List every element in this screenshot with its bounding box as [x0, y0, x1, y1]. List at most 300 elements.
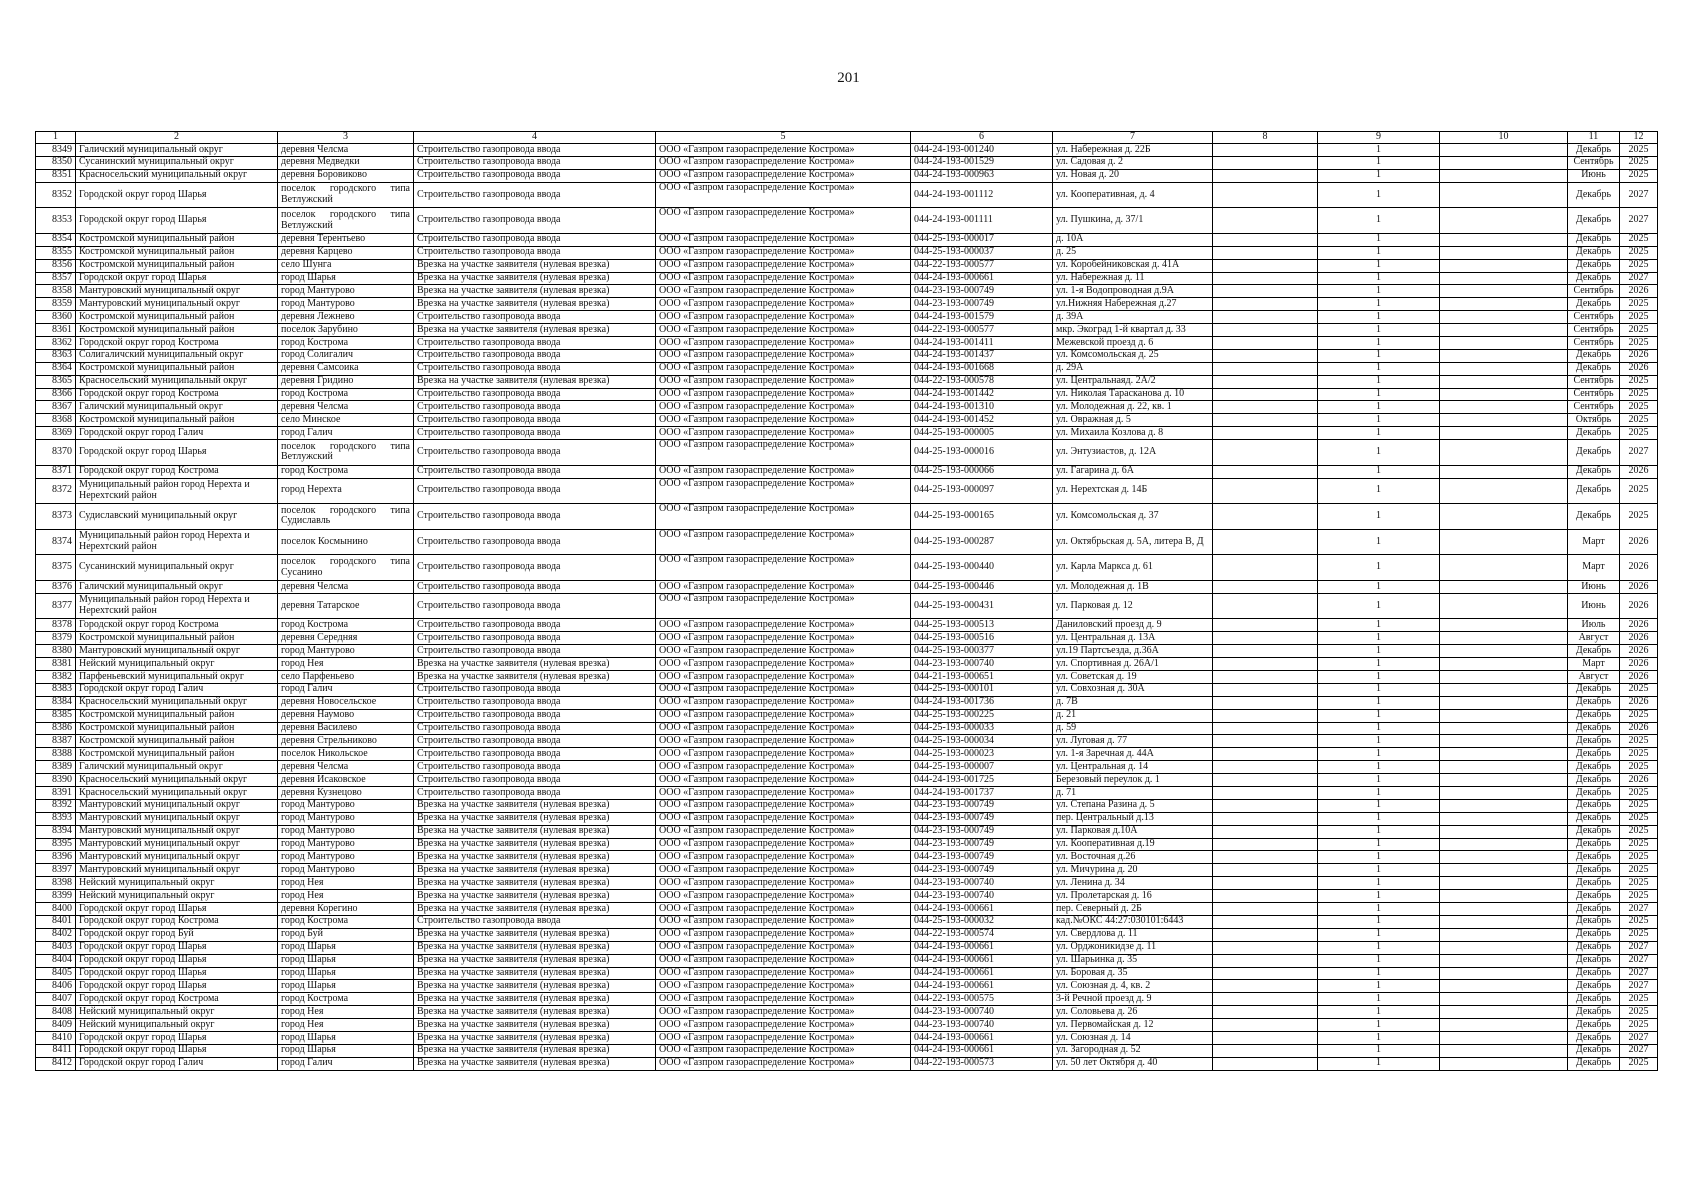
month-cell: Декабрь — [1568, 864, 1620, 877]
column-8-cell — [1213, 246, 1318, 259]
district-cell: Костромской муниципальный район — [76, 246, 278, 259]
organization-cell: ООО «Газпром газораспределение Кострома» — [656, 799, 911, 812]
column-8-cell — [1213, 632, 1318, 645]
address-cell: ул. Спортивная д. 26А/1 — [1053, 658, 1213, 671]
month-cell: Август — [1568, 671, 1620, 684]
organization-cell: ООО «Газпром газораспределение Кострома» — [656, 362, 911, 375]
column-10-cell — [1440, 555, 1568, 581]
table-row — [36, 272, 1658, 285]
column-8-cell — [1213, 555, 1318, 581]
work-type-cell: Врезка на участке заявителя (нулевая врезка) — [414, 851, 656, 864]
column-8-cell — [1213, 709, 1318, 722]
column-8-cell — [1213, 812, 1318, 825]
column-header: 10 — [1440, 132, 1568, 144]
year-cell: 2025 — [1620, 388, 1658, 401]
quantity-cell: 1 — [1318, 440, 1440, 466]
address-cell: ул. 50 лет Октября д. 40 — [1053, 1057, 1213, 1070]
table-row — [36, 182, 1658, 208]
month-cell: Июнь — [1568, 580, 1620, 593]
quantity-cell: 1 — [1318, 761, 1440, 774]
work-type-cell: Строительство газопровода ввода — [414, 465, 656, 478]
district-cell: Красносельский муниципальный округ — [76, 787, 278, 800]
work-type-cell: Строительство газопровода ввода — [414, 761, 656, 774]
column-8-cell — [1213, 877, 1318, 890]
row-number: 8391 — [36, 787, 76, 800]
settlement-cell: город Мантурово — [278, 285, 414, 298]
column-8-cell — [1213, 967, 1318, 980]
settlement-cell: город Нея — [278, 658, 414, 671]
table-row — [36, 478, 1658, 504]
column-10-cell — [1440, 645, 1568, 658]
settlement-cell: город Кострома — [278, 915, 414, 928]
year-cell: 2026 — [1620, 465, 1658, 478]
work-type-cell: Строительство газопровода ввода — [414, 580, 656, 593]
quantity-cell: 1 — [1318, 1031, 1440, 1044]
district-cell: Городской округ город Кострома — [76, 993, 278, 1006]
organization-cell: ООО «Газпром газораспределение Кострома» — [656, 580, 911, 593]
month-cell: Декабрь — [1568, 182, 1620, 208]
organization-cell: ООО «Газпром газораспределение Кострома» — [656, 259, 911, 272]
column-10-cell — [1440, 696, 1568, 709]
table-row — [36, 593, 1658, 619]
column-8-cell — [1213, 169, 1318, 182]
work-type-cell: Врезка на участке заявителя (нулевая врезка) — [414, 298, 656, 311]
organization-cell: ООО «Газпром газораспределение Кострома» — [656, 967, 911, 980]
column-10-cell — [1440, 388, 1568, 401]
address-cell: Даниловский проезд д. 9 — [1053, 619, 1213, 632]
quantity-cell: 1 — [1318, 246, 1440, 259]
table-row — [36, 427, 1658, 440]
year-cell: 2025 — [1620, 799, 1658, 812]
table-row — [36, 619, 1658, 632]
district-cell: Мантуровский муниципальный округ — [76, 285, 278, 298]
code-cell: 044-24-193-001442 — [911, 388, 1053, 401]
year-cell: 2026 — [1620, 555, 1658, 581]
organization-cell: ООО «Газпром газораспределение Кострома» — [656, 144, 911, 157]
month-cell: Декабрь — [1568, 465, 1620, 478]
row-number: 8358 — [36, 285, 76, 298]
address-cell: ул. Овражная д. 5 — [1053, 414, 1213, 427]
district-cell: Красносельский муниципальный округ — [76, 169, 278, 182]
quantity-cell: 1 — [1318, 941, 1440, 954]
month-cell: Декабрь — [1568, 233, 1620, 246]
quantity-cell: 1 — [1318, 709, 1440, 722]
year-cell: 2025 — [1620, 246, 1658, 259]
column-8-cell — [1213, 259, 1318, 272]
year-cell: 2027 — [1620, 967, 1658, 980]
code-cell: 044-24-193-001112 — [911, 182, 1053, 208]
district-cell: Городской округ город Кострома — [76, 619, 278, 632]
district-cell: Мантуровский муниципальный округ — [76, 799, 278, 812]
settlement-cell: город Кострома — [278, 993, 414, 1006]
code-cell: 044-25-193-000037 — [911, 246, 1053, 259]
address-cell: ул. Октябрьская д. 5А, литера В, Д — [1053, 529, 1213, 555]
month-cell: Декабрь — [1568, 993, 1620, 1006]
row-number: 8408 — [36, 1006, 76, 1019]
code-cell: 044-22-193-000575 — [911, 993, 1053, 1006]
year-cell: 2025 — [1620, 915, 1658, 928]
table-row — [36, 324, 1658, 337]
organization-cell: ООО «Газпром газораспределение Кострома» — [656, 233, 911, 246]
code-cell: 044-23-193-000740 — [911, 658, 1053, 671]
table-row — [36, 555, 1658, 581]
work-type-cell: Строительство газопровода ввода — [414, 246, 656, 259]
address-cell: ул. Пролетарская д. 16 — [1053, 890, 1213, 903]
work-type-cell: Врезка на участке заявителя (нулевая врезка) — [414, 877, 656, 890]
year-cell: 2026 — [1620, 774, 1658, 787]
settlement-cell: город Нерехта — [278, 478, 414, 504]
year-cell: 2027 — [1620, 941, 1658, 954]
month-cell: Декабрь — [1568, 144, 1620, 157]
row-number: 8373 — [36, 504, 76, 530]
code-cell: 044-23-193-000749 — [911, 825, 1053, 838]
column-8-cell — [1213, 619, 1318, 632]
column-10-cell — [1440, 748, 1568, 761]
column-10-cell — [1440, 504, 1568, 530]
quantity-cell: 1 — [1318, 671, 1440, 684]
organization-cell: ООО «Газпром газораспределение Кострома» — [656, 941, 911, 954]
row-number: 8387 — [36, 735, 76, 748]
settlement-cell: деревня Василево — [278, 722, 414, 735]
district-cell: Городской округ город Шарья — [76, 954, 278, 967]
table-row — [36, 504, 1658, 530]
code-cell: 044-23-193-000749 — [911, 285, 1053, 298]
district-cell: Городской округ город Шарья — [76, 980, 278, 993]
district-cell: Городской округ город Шарья — [76, 272, 278, 285]
quantity-cell: 1 — [1318, 967, 1440, 980]
row-number: 8402 — [36, 928, 76, 941]
month-cell: Декабрь — [1568, 722, 1620, 735]
year-cell: 2025 — [1620, 761, 1658, 774]
month-cell: Декабрь — [1568, 799, 1620, 812]
work-type-cell: Строительство газопровода ввода — [414, 593, 656, 619]
year-cell: 2025 — [1620, 233, 1658, 246]
settlement-cell: город Мантурово — [278, 825, 414, 838]
column-10-cell — [1440, 787, 1568, 800]
column-8-cell — [1213, 580, 1318, 593]
column-10-cell — [1440, 529, 1568, 555]
address-cell: д. 29А — [1053, 362, 1213, 375]
row-number: 8400 — [36, 903, 76, 916]
month-cell: Март — [1568, 658, 1620, 671]
organization-cell: ООО «Газпром газораспределение Кострома» — [656, 851, 911, 864]
column-10-cell — [1440, 774, 1568, 787]
district-cell: Красносельский муниципальный округ — [76, 696, 278, 709]
code-cell: 044-24-193-001310 — [911, 401, 1053, 414]
month-cell: Декабрь — [1568, 748, 1620, 761]
organization-cell: ООО «Газпром газораспределение Кострома» — [656, 529, 911, 555]
district-cell: Городской округ город Кострома — [76, 465, 278, 478]
work-type-cell: Строительство газопровода ввода — [414, 233, 656, 246]
row-number: 8365 — [36, 375, 76, 388]
year-cell: 2025 — [1620, 375, 1658, 388]
code-cell: 044-23-193-000740 — [911, 877, 1053, 890]
organization-cell: ООО «Газпром газораспределение Кострома» — [656, 1031, 911, 1044]
settlement-cell: деревня Челсма — [278, 580, 414, 593]
year-cell: 2025 — [1620, 259, 1658, 272]
column-10-cell — [1440, 246, 1568, 259]
organization-cell: ООО «Газпром газораспределение Кострома» — [656, 787, 911, 800]
table-row — [36, 941, 1658, 954]
table-row — [36, 1006, 1658, 1019]
row-number: 8404 — [36, 954, 76, 967]
code-cell: 044-23-193-000749 — [911, 799, 1053, 812]
organization-cell: ООО «Газпром газораспределение Кострома» — [656, 645, 911, 658]
column-8-cell — [1213, 478, 1318, 504]
district-cell: Галичский муниципальный округ — [76, 580, 278, 593]
column-10-cell — [1440, 903, 1568, 916]
district-cell: Костромской муниципальный район — [76, 722, 278, 735]
settlement-cell: село Минское — [278, 414, 414, 427]
table-row — [36, 980, 1658, 993]
address-cell: кад.№ОКС 44:27:030101:6443 — [1053, 915, 1213, 928]
column-10-cell — [1440, 735, 1568, 748]
organization-cell: ООО «Газпром газораспределение Кострома» — [656, 774, 911, 787]
organization-cell: ООО «Газпром газораспределение Кострома» — [656, 440, 911, 466]
quantity-cell: 1 — [1318, 825, 1440, 838]
year-cell: 2025 — [1620, 298, 1658, 311]
column-8-cell — [1213, 285, 1318, 298]
table-row — [36, 787, 1658, 800]
year-cell: 2027 — [1620, 980, 1658, 993]
table-row — [36, 915, 1658, 928]
quantity-cell: 1 — [1318, 504, 1440, 530]
table-row — [36, 465, 1658, 478]
quantity-cell: 1 — [1318, 336, 1440, 349]
table-row — [36, 208, 1658, 234]
address-cell: ул.19 Партсъезда, д.36А — [1053, 645, 1213, 658]
month-cell: Декабрь — [1568, 774, 1620, 787]
quantity-cell: 1 — [1318, 1057, 1440, 1070]
column-8-cell — [1213, 336, 1318, 349]
table-row — [36, 414, 1658, 427]
row-number: 8363 — [36, 349, 76, 362]
table-row — [36, 311, 1658, 324]
row-number: 8362 — [36, 336, 76, 349]
address-cell: ул. Центральнаяд. 2А/2 — [1053, 375, 1213, 388]
year-cell: 2027 — [1620, 903, 1658, 916]
code-cell: 044-24-193-000661 — [911, 967, 1053, 980]
district-cell: Костромской муниципальный район — [76, 414, 278, 427]
year-cell: 2025 — [1620, 336, 1658, 349]
row-number: 8380 — [36, 645, 76, 658]
month-cell: Сентябрь — [1568, 401, 1620, 414]
column-10-cell — [1440, 593, 1568, 619]
code-cell: 044-23-193-000749 — [911, 298, 1053, 311]
column-8-cell — [1213, 954, 1318, 967]
work-type-cell: Врезка на участке заявителя (нулевая врезка) — [414, 993, 656, 1006]
code-cell: 044-25-193-000034 — [911, 735, 1053, 748]
table-row — [36, 851, 1658, 864]
code-cell: 044-25-193-000007 — [911, 761, 1053, 774]
code-cell: 044-24-193-000661 — [911, 1044, 1053, 1057]
code-cell: 044-25-193-000225 — [911, 709, 1053, 722]
column-10-cell — [1440, 915, 1568, 928]
work-type-cell: Врезка на участке заявителя (нулевая врезка) — [414, 903, 656, 916]
organization-cell: ООО «Газпром газораспределение Кострома» — [656, 208, 911, 234]
row-number: 8350 — [36, 156, 76, 169]
row-number: 8394 — [36, 825, 76, 838]
column-10-cell — [1440, 799, 1568, 812]
code-cell: 044-22-193-000577 — [911, 259, 1053, 272]
code-cell: 044-24-193-000661 — [911, 954, 1053, 967]
column-10-cell — [1440, 336, 1568, 349]
code-cell: 044-23-193-000749 — [911, 812, 1053, 825]
column-header: 4 — [414, 132, 656, 144]
settlement-cell: город Шарья — [278, 967, 414, 980]
row-number: 8392 — [36, 799, 76, 812]
quantity-cell: 1 — [1318, 285, 1440, 298]
column-8-cell — [1213, 941, 1318, 954]
column-8-cell — [1213, 864, 1318, 877]
column-10-cell — [1440, 683, 1568, 696]
quantity-cell: 1 — [1318, 272, 1440, 285]
settlement-cell: город Шарья — [278, 272, 414, 285]
organization-cell: ООО «Газпром газораспределение Кострома» — [656, 465, 911, 478]
district-cell: Городской округ город Шарья — [76, 1031, 278, 1044]
year-cell: 2025 — [1620, 735, 1658, 748]
row-number: 8399 — [36, 890, 76, 903]
code-cell: 044-24-193-001579 — [911, 311, 1053, 324]
year-cell: 2025 — [1620, 709, 1658, 722]
settlement-cell: город Шарья — [278, 1044, 414, 1057]
code-cell: 044-25-193-000017 — [911, 233, 1053, 246]
quantity-cell: 1 — [1318, 799, 1440, 812]
district-cell: Костромской муниципальный район — [76, 362, 278, 375]
table-row — [36, 645, 1658, 658]
quantity-cell: 1 — [1318, 683, 1440, 696]
district-cell: Городской округ город Кострома — [76, 915, 278, 928]
column-10-cell — [1440, 182, 1568, 208]
address-cell: 3-й Речной проезд д. 9 — [1053, 993, 1213, 1006]
column-10-cell — [1440, 980, 1568, 993]
organization-cell: ООО «Газпром газораспределение Кострома» — [656, 928, 911, 941]
row-number: 8388 — [36, 748, 76, 761]
address-cell: ул. 1-я Заречная д. 44А — [1053, 748, 1213, 761]
code-cell: 044-21-193-000651 — [911, 671, 1053, 684]
settlement-cell: город Кострома — [278, 465, 414, 478]
month-cell: Декабрь — [1568, 890, 1620, 903]
year-cell: 2025 — [1620, 928, 1658, 941]
work-type-cell: Врезка на участке заявителя (нулевая врезка) — [414, 272, 656, 285]
organization-cell: ООО «Газпром газораспределение Кострома» — [656, 478, 911, 504]
year-cell: 2025 — [1620, 144, 1658, 157]
column-10-cell — [1440, 954, 1568, 967]
organization-cell: ООО «Газпром газораспределение Кострома» — [656, 1006, 911, 1019]
row-number: 8360 — [36, 311, 76, 324]
quantity-cell: 1 — [1318, 748, 1440, 761]
column-8-cell — [1213, 838, 1318, 851]
month-cell: Декабрь — [1568, 298, 1620, 311]
work-type-cell: Врезка на участке заявителя (нулевая врезка) — [414, 812, 656, 825]
row-number: 8397 — [36, 864, 76, 877]
month-cell: Декабрь — [1568, 259, 1620, 272]
organization-cell: ООО «Газпром газораспределение Кострома» — [656, 864, 911, 877]
address-cell: ул. Молодежная д. 22, кв. 1 — [1053, 401, 1213, 414]
quantity-cell: 1 — [1318, 414, 1440, 427]
year-cell: 2025 — [1620, 877, 1658, 890]
column-10-cell — [1440, 375, 1568, 388]
month-cell: Сентябрь — [1568, 375, 1620, 388]
organization-cell: ООО «Газпром газораспределение Кострома» — [656, 182, 911, 208]
row-number: 8384 — [36, 696, 76, 709]
code-cell: 044-24-193-000661 — [911, 1031, 1053, 1044]
code-cell: 044-25-193-000165 — [911, 504, 1053, 530]
settlement-cell: деревня Самсоика — [278, 362, 414, 375]
work-type-cell: Строительство газопровода ввода — [414, 401, 656, 414]
month-cell: Декабрь — [1568, 349, 1620, 362]
column-10-cell — [1440, 285, 1568, 298]
quantity-cell: 1 — [1318, 787, 1440, 800]
column-10-cell — [1440, 427, 1568, 440]
month-cell: Декабрь — [1568, 761, 1620, 774]
address-cell: ул. Нерехтская д. 14Б — [1053, 478, 1213, 504]
row-number: 8357 — [36, 272, 76, 285]
quantity-cell: 1 — [1318, 645, 1440, 658]
month-cell: Декабрь — [1568, 272, 1620, 285]
table-row — [36, 375, 1658, 388]
row-number: 8356 — [36, 259, 76, 272]
table-row — [36, 362, 1658, 375]
table-row — [36, 903, 1658, 916]
work-type-cell: Врезка на участке заявителя (нулевая врезка) — [414, 864, 656, 877]
quantity-cell: 1 — [1318, 877, 1440, 890]
year-cell: 2025 — [1620, 851, 1658, 864]
month-cell: Сентябрь — [1568, 336, 1620, 349]
quantity-cell: 1 — [1318, 156, 1440, 169]
year-cell: 2027 — [1620, 954, 1658, 967]
district-cell: Городской округ город Буй — [76, 928, 278, 941]
quantity-cell: 1 — [1318, 298, 1440, 311]
table-row — [36, 1044, 1658, 1057]
work-type-cell: Строительство газопровода ввода — [414, 774, 656, 787]
settlement-cell: поселок Зарубино — [278, 324, 414, 337]
column-10-cell — [1440, 311, 1568, 324]
column-10-cell — [1440, 440, 1568, 466]
work-type-cell: Врезка на участке заявителя (нулевая врезка) — [414, 941, 656, 954]
column-8-cell — [1213, 980, 1318, 993]
organization-cell: ООО «Газпром газораспределение Кострома» — [656, 696, 911, 709]
work-type-cell: Врезка на участке заявителя (нулевая врезка) — [414, 980, 656, 993]
table-row — [36, 298, 1658, 311]
column-10-cell — [1440, 233, 1568, 246]
column-8-cell — [1213, 427, 1318, 440]
quantity-cell: 1 — [1318, 1044, 1440, 1057]
work-type-cell: Врезка на участке заявителя (нулевая врезка) — [414, 285, 656, 298]
code-cell: 044-24-193-000661 — [911, 980, 1053, 993]
page-number: 201 — [837, 70, 860, 86]
table-row — [36, 1057, 1658, 1070]
column-8-cell — [1213, 799, 1318, 812]
row-number: 8383 — [36, 683, 76, 696]
work-type-cell: Строительство газопровода ввода — [414, 683, 656, 696]
settlement-cell: деревня Терентьево — [278, 233, 414, 246]
organization-cell: ООО «Газпром газораспределение Кострома» — [656, 658, 911, 671]
column-10-cell — [1440, 993, 1568, 1006]
table-row — [36, 658, 1658, 671]
column-10-cell — [1440, 1057, 1568, 1070]
column-8-cell — [1213, 735, 1318, 748]
address-cell: ул. Николая Тарасканова д. 10 — [1053, 388, 1213, 401]
column-10-cell — [1440, 1006, 1568, 1019]
column-8-cell — [1213, 774, 1318, 787]
district-cell: Городской округ город Шарья — [76, 208, 278, 234]
settlement-cell: деревня Челсма — [278, 144, 414, 157]
column-8-cell — [1213, 324, 1318, 337]
row-number: 8349 — [36, 144, 76, 157]
code-cell: 044-24-193-001736 — [911, 696, 1053, 709]
district-cell: Муниципальный район город Нерехта и Нерехтский район — [76, 593, 278, 619]
